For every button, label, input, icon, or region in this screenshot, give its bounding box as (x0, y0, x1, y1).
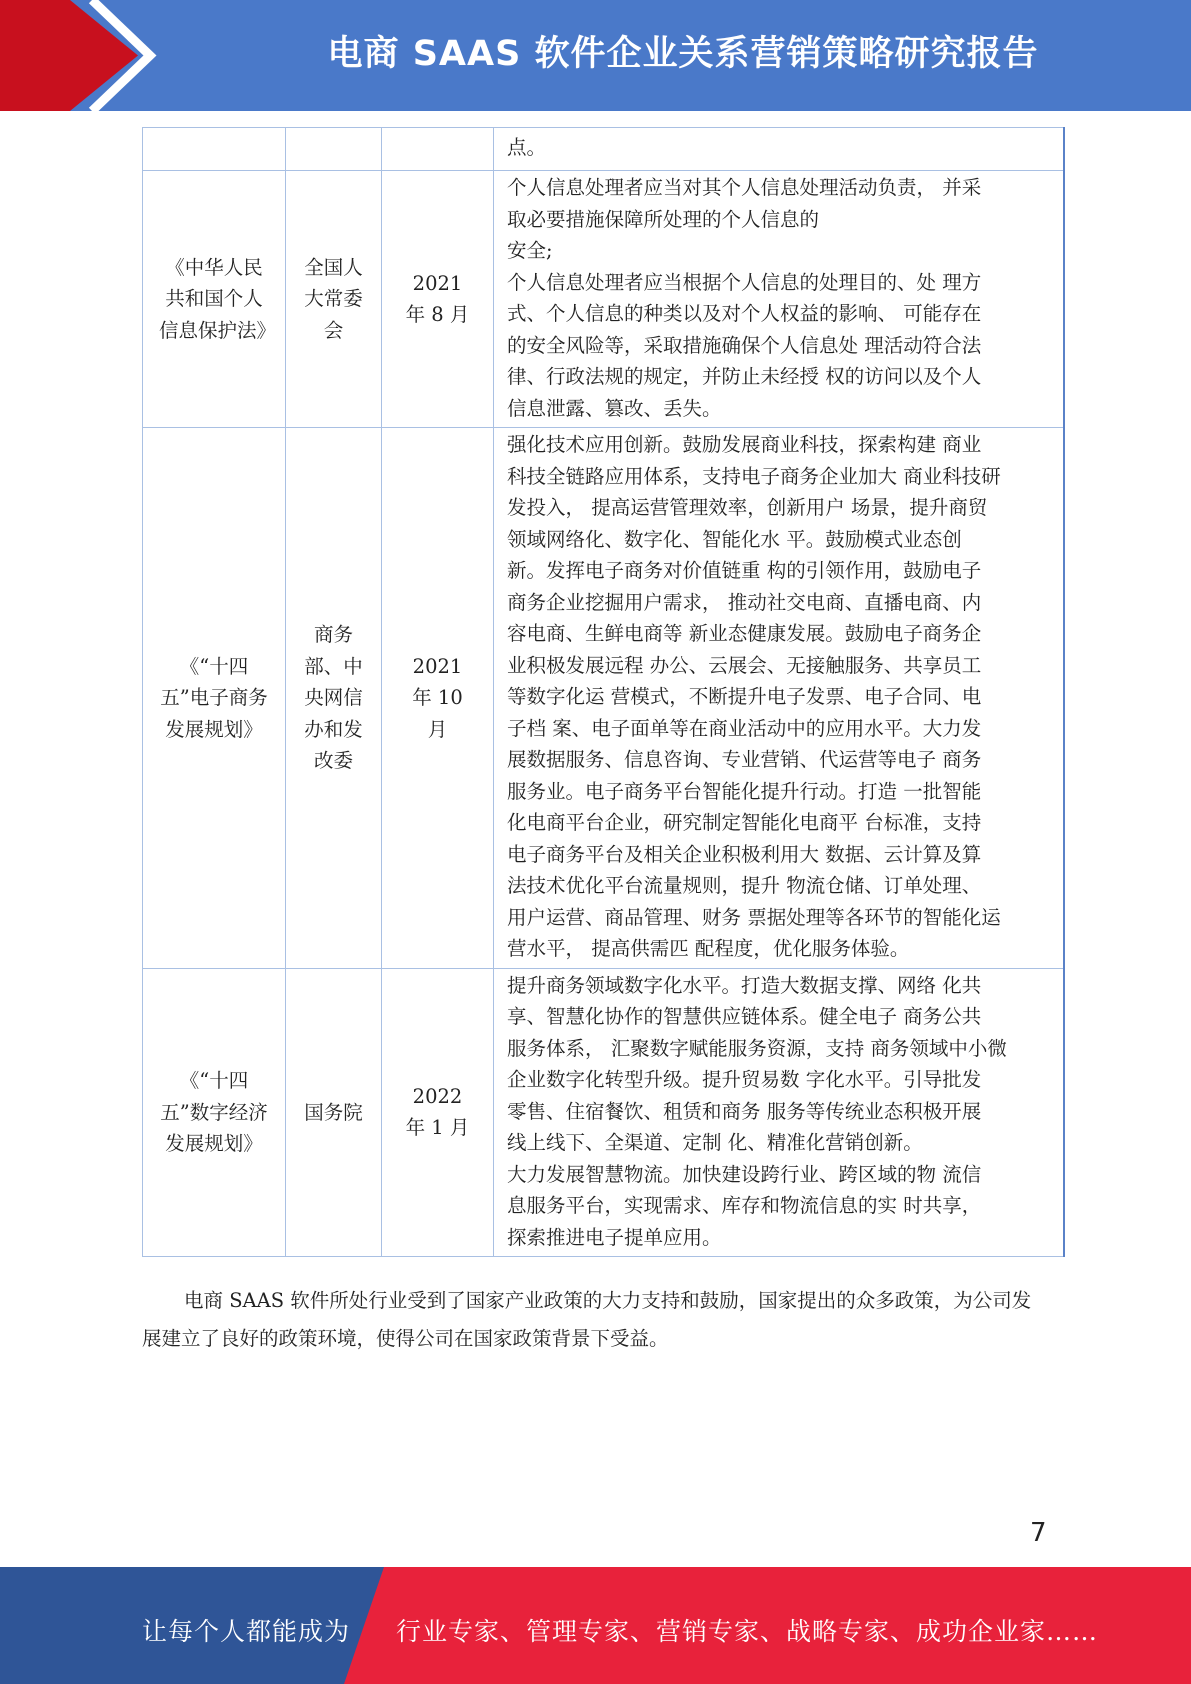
content-line: 线上线下、全渠道、定制 化、精准化营销创新。 (507, 1131, 923, 1154)
content-line: 企业数字化转型升级。提升贸易数 字化水平。引导批发 (507, 1068, 982, 1091)
footer-slogan-right: 行业专家、管理专家、营销专家、战略专家、成功企业家…… (396, 1617, 1099, 1646)
content-cell (494, 968, 1064, 1257)
issuer-cell: 全国人大常委会 (286, 171, 382, 428)
content-line: 电子商务平台及相关企业积极利用大 数据、云计算及算 (507, 842, 982, 866)
date-cell: 2021 年 10 月 (382, 428, 494, 969)
content-line: 业积极发展远程 办公、云展会、无接触服务、共享员工 (507, 653, 982, 677)
content-line: 服务体系， 汇聚数字赋能服务资源，支持 商务领域中小微 (507, 1036, 1007, 1060)
content-line: 发投入， 提高运营管理效率，创新用户 场景，提升商贸 (507, 496, 988, 519)
content-cell (494, 128, 1064, 171)
content-line: 享、智慧化协作的智慧供应链体系。健全电子 商务公共 (507, 1005, 982, 1028)
page-header (0, 0, 1191, 111)
policy-name-cell: 《“十四五”电子商务发展规划》 (143, 428, 286, 969)
content-line: 等数字化运 营模式，不断提升电子发票、电子合同、电 (507, 685, 982, 708)
issuer-cell (286, 128, 382, 171)
issuer-cell: 国务院 (286, 968, 382, 1257)
content-line: 子档 案、电子面单等在商业活动中的应用水平。大力发 (507, 716, 982, 740)
content-line: 信息泄露、篡改、丢失。 (507, 396, 722, 420)
policy-name-cell (143, 128, 286, 171)
content-line: 取必要措施保障所处理的个人信息的 (507, 207, 820, 231)
table-row (143, 171, 1064, 428)
date-cell (382, 128, 494, 171)
body-paragraph: 电商 SAAS 软件所处行业受到了国家产业政策的大力支持和鼓励，国家提出的众多政策，为公司发展建立了良好的政策环境，使得公司在国家政策背景下受益。 (142, 1289, 1032, 1350)
content-line: 个人信息处理者应当根据个人信息的处理目的、处 理方 (507, 270, 982, 294)
content-line: 点。 (507, 136, 547, 160)
content-cell (494, 428, 1064, 969)
policy-name-cell: 《中华人民共和国个人信息保护法》 (143, 171, 286, 428)
date-cell: 2022 年 1 月 (382, 968, 494, 1257)
content-line: 个人信息处理者应当对其个人信息处理活动负责， 并采 (507, 176, 982, 199)
content-line: 强化技术应用创新。鼓励发展商业科技，探索构建 商业 (507, 433, 982, 456)
policy-name-cell: 《“十四五”数字经济发展规划》 (143, 968, 286, 1257)
content-line: 化电商平台企业，研究制定智能化电商平 台标准，支持 (507, 811, 982, 834)
content-line: 法技术优化平台流量规则，提升 物流仓储、订单处理、 (507, 874, 982, 897)
content-line: 律、行政法规的规定，并防止未经授 权的访问以及个人 (507, 365, 982, 388)
table-row (143, 128, 1064, 171)
content-line: 容电商、生鲜电商等 新业态健康发展。鼓励电子商务企 (507, 622, 982, 645)
page-number: 7 (1030, 1518, 1047, 1548)
content-line: 用户运营、商品管理、财务 票据处理等各环节的智能化运 (507, 905, 1001, 929)
content-line: 息服务平台，实现需求、库存和物流信息的实 时共享， (507, 1194, 982, 1217)
content-line: 大力发展智慧物流。加快建设跨行业、跨区域的物 流信 (507, 1162, 982, 1186)
content-cell (494, 171, 1064, 428)
content-line: 安全; (507, 239, 553, 262)
policy-table (142, 127, 1065, 1257)
content-line: 营水平， 提高供需匹 配程度，优化服务体验。 (507, 937, 910, 960)
footer-slogan-left: 让每个人都能成为 (142, 1617, 351, 1646)
content-line: 式、个人信息的种类以及对个人权益的影响、 可能存在 (507, 302, 982, 325)
report-title: 电商 SAAS 软件企业关系营销策略研究报告 (327, 34, 1039, 74)
date-cell: 2021 年 8 月 (382, 171, 494, 428)
content-line: 科技全链路应用体系，支持电子商务企业加大 商业科技研 (507, 464, 1001, 488)
content-line: 领域网络化、数字化、智能化水 平。鼓励模式业态创 (507, 527, 962, 551)
content-line: 的安全风险等，采取措施确保个人信息处 理活动符合法 (507, 333, 982, 357)
content-line: 展数据服务、信息咨询、专业营销、代运营等电子 商务 (507, 748, 982, 771)
issuer-cell: 商务部、中央网信办和发改委 (286, 428, 382, 969)
content-line: 商务企业挖掘用户需求， 推动社交电商、直播电商、内 (507, 590, 982, 614)
content-line: 探索推进电子提单应用。 (507, 1225, 722, 1249)
table-row (143, 968, 1064, 1257)
content-line: 提升商务领域数字化水平。打造大数据支撑、网络 化共 (507, 973, 982, 997)
page-footer (0, 1567, 1191, 1684)
content-line: 新。发挥电子商务对价值链重 构的引领作用，鼓励电子 (507, 559, 982, 582)
header-arrow-decoration (0, 0, 160, 111)
table-row (143, 428, 1064, 969)
content-line: 服务业。电子商务平台智能化提升行动。打造 一批智能 (507, 779, 982, 803)
content-line: 零售、住宿餐饮、租赁和商务 服务等传统业态积极开展 (507, 1099, 982, 1123)
